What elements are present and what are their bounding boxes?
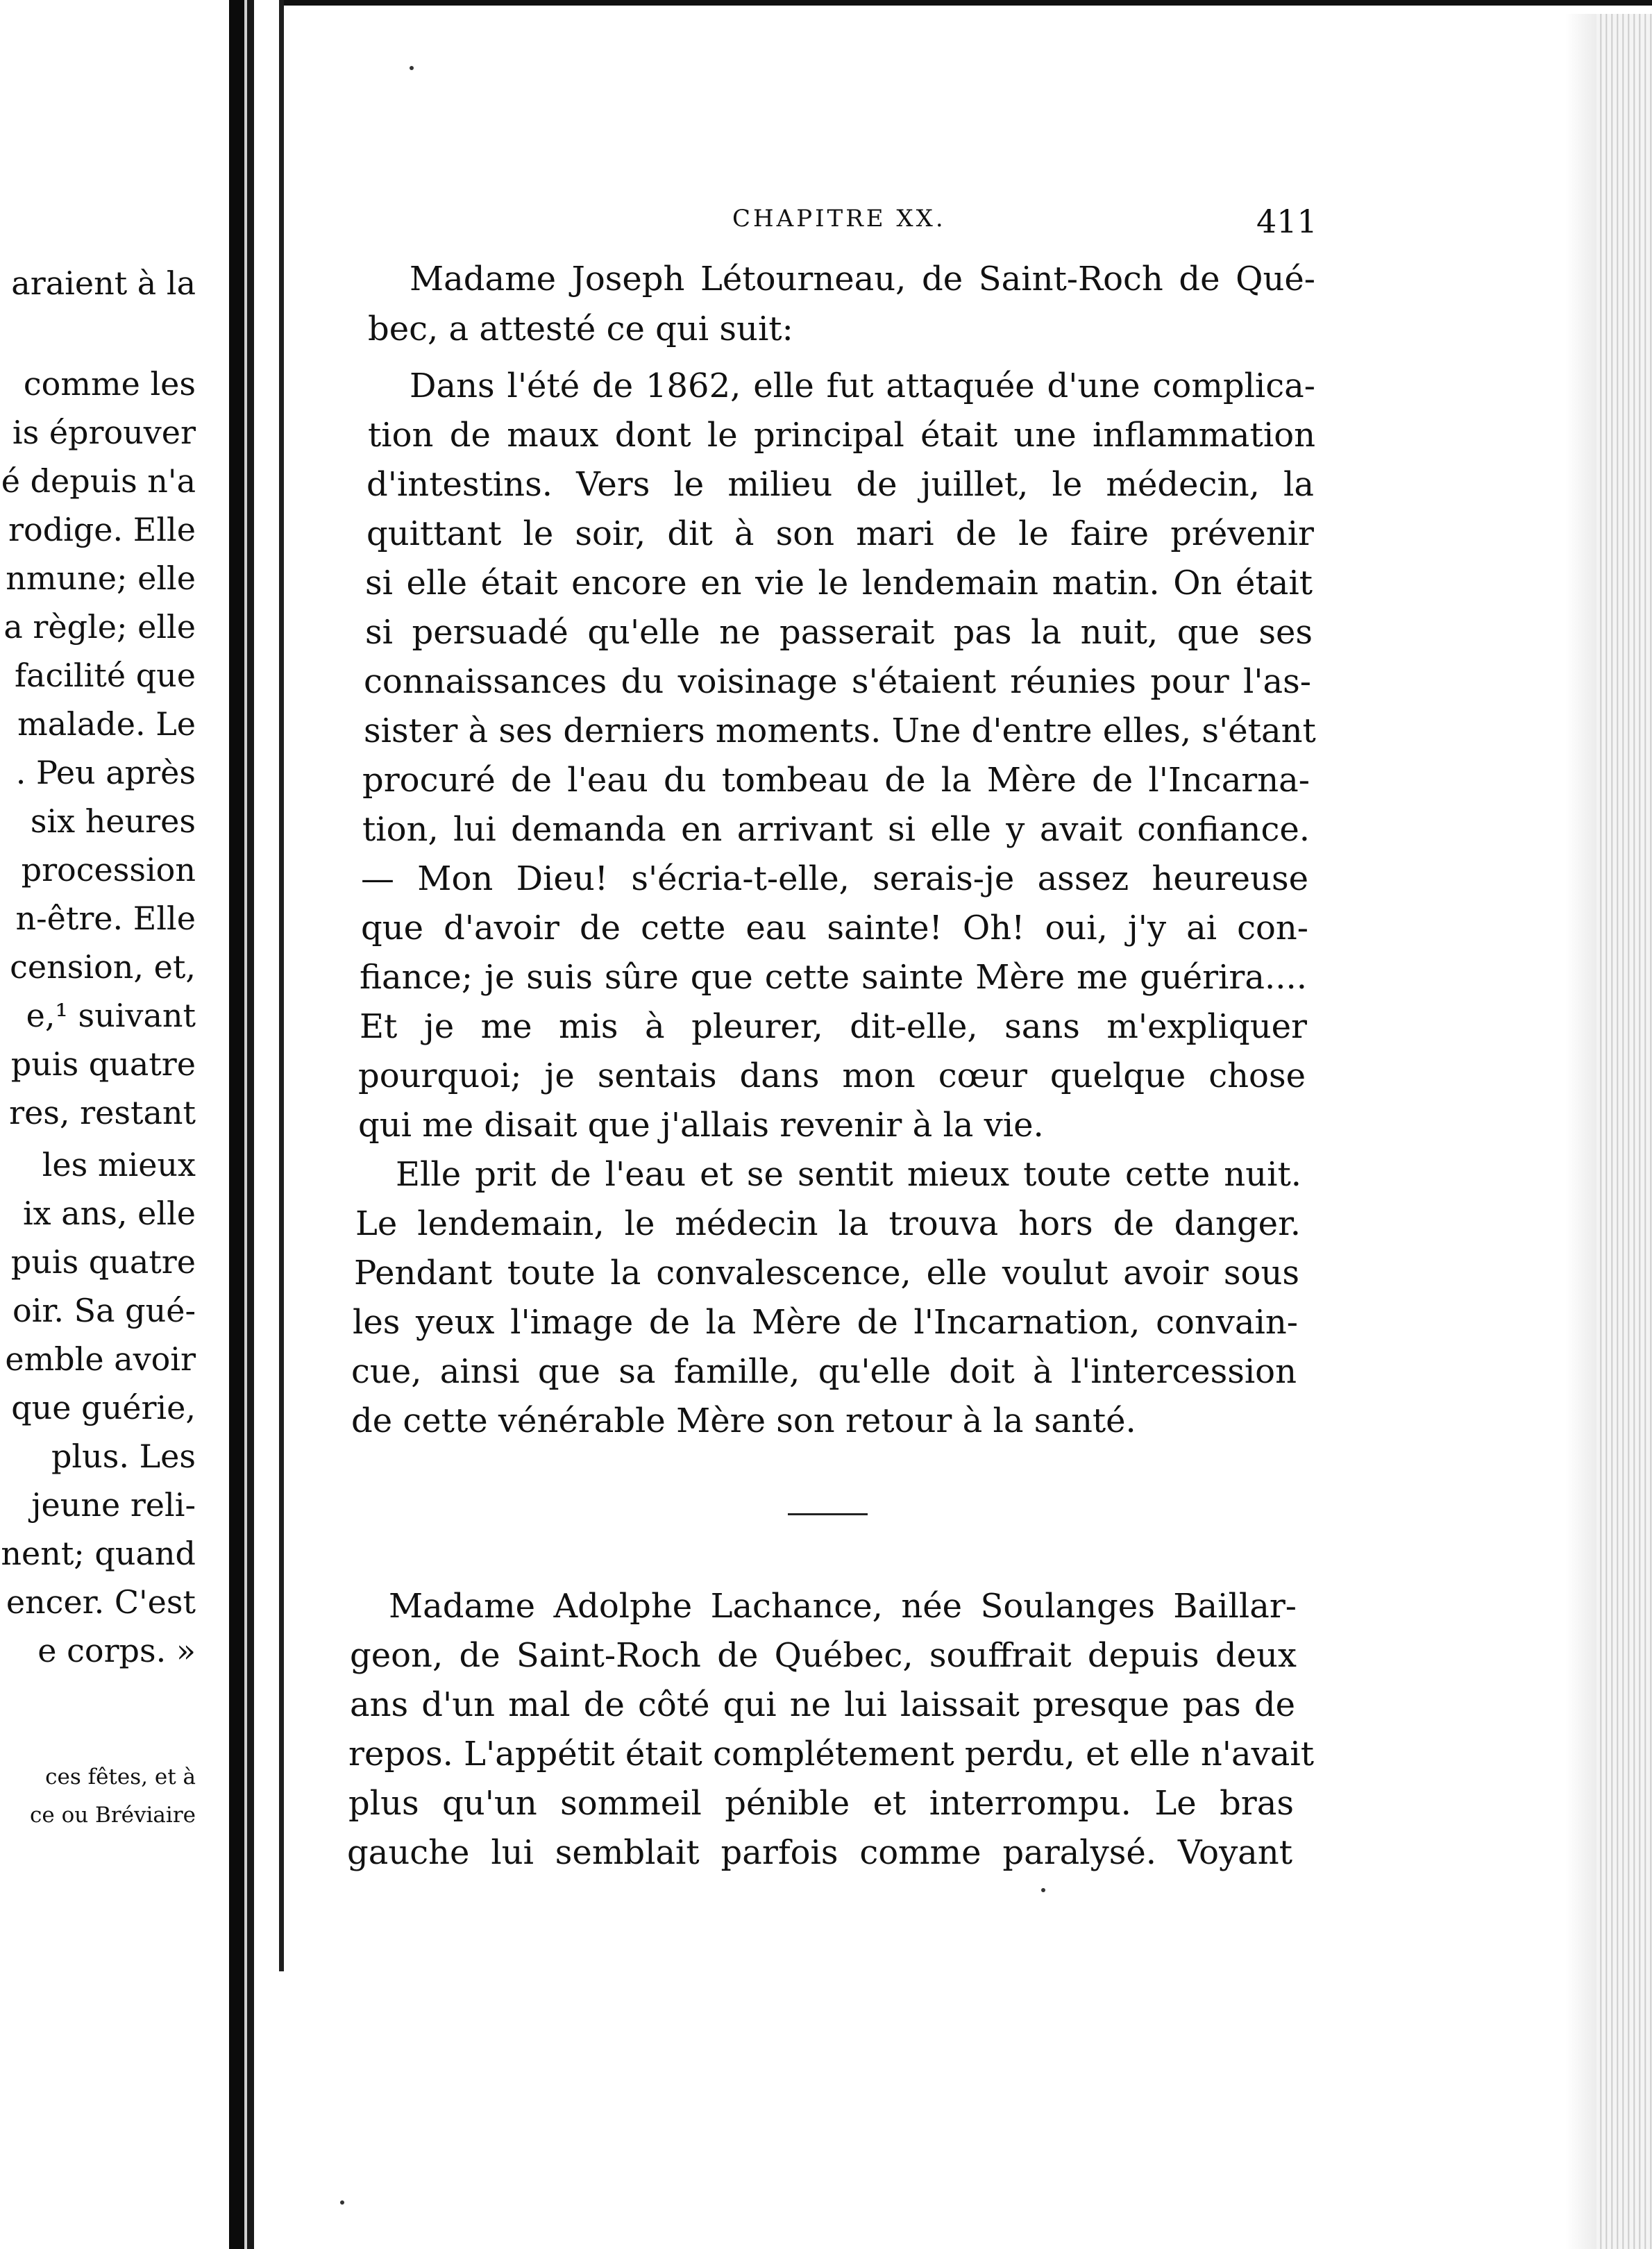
text-line: sister à ses derniers moments. Une d'entre elles, s'étant	[364, 711, 1316, 750]
left-page-line: . Peu après	[15, 754, 196, 791]
page-left-edge	[279, 0, 284, 1971]
previous-page-fragment	[0, 0, 229, 2249]
scan-top-edge	[281, 0, 1652, 6]
text-line: plus qu'un sommeil pénible et interrompu. Le bras	[348, 1784, 1294, 1823]
text-line: connaissances du voisinage s'étaient réunies pour l'as-	[364, 662, 1311, 701]
left-page-line: que guérie,	[11, 1389, 196, 1426]
text-line: bec, a attesté ce qui suit:	[368, 310, 793, 348]
left-page-line: e,¹ suivant	[26, 997, 196, 1034]
text-line: Madame Joseph Létourneau, de Saint-Roch de Qué-	[410, 260, 1315, 298]
section-divider	[788, 1513, 868, 1515]
left-page-line: puis quatre	[10, 1045, 196, 1083]
text-line: si persuadé qu'elle ne passerait pas la nuit, que ses	[365, 613, 1313, 652]
text-line: fiance; je suis sûre que cette sainte Mère me guérira....	[360, 958, 1307, 997]
text-line: geon, de Saint-Roch de Québec, souffrait depuis deux	[350, 1636, 1297, 1675]
text-line: Et je me mis à pleurer, dit-elle, sans m'expliquer	[360, 1007, 1307, 1046]
scan-speck	[340, 2200, 344, 2205]
text-line: Le lendemain, le médecin la trouva hors de danger.	[355, 1204, 1301, 1243]
left-page-line: ix ans, elle	[22, 1195, 196, 1232]
left-page-footnote: ces fêtes, et à	[45, 1764, 196, 1789]
text-line: si elle était encore en vie le lendemain matin. On était	[365, 564, 1313, 603]
text-line: tion de maux dont le principal était une inflammation	[368, 416, 1315, 455]
left-page-line: a règle; elle	[3, 608, 196, 646]
left-page-line: n-être. Elle	[15, 900, 196, 937]
left-page-line: é depuis n'a	[1, 462, 196, 500]
left-page-footnote: ce ou Bréviaire	[30, 1803, 196, 1828]
left-page-line: procession	[21, 851, 196, 888]
text-line: tion, lui demanda en arrivant si elle y avait confiance.	[362, 810, 1310, 849]
text-line: de cette vénérable Mère son retour à la santé.	[351, 1401, 1136, 1440]
page-stack-edge	[1596, 14, 1652, 2249]
text-line: Dans l'été de 1862, elle fut attaquée d'une complica-	[410, 367, 1315, 405]
left-page-line: rodige. Elle	[8, 511, 196, 548]
left-page-line: facilité que	[15, 657, 196, 694]
left-page-line: les mieux	[42, 1146, 196, 1184]
left-page-line: six heures	[30, 802, 196, 840]
left-page-line: encer. C'est	[6, 1583, 196, 1621]
left-page-line: comme les	[23, 365, 196, 403]
left-page-line: is éprouver	[12, 414, 196, 451]
left-page-line: jeune reli-	[31, 1486, 196, 1524]
left-page-line: plus. Les	[51, 1438, 196, 1475]
left-page-line: oir. Sa gué-	[12, 1292, 196, 1329]
text-line: repos. L'appétit était complétement perdu, et elle n'avait	[348, 1735, 1314, 1774]
scan-speck	[410, 66, 414, 70]
text-line: Elle prit de l'eau et se sentit mieux toute cette nuit.	[396, 1155, 1301, 1194]
text-line: — Mon Dieu! s'écria-t-elle, serais-je assez heureuse	[361, 859, 1308, 898]
running-head: CHAPITRE XX.	[732, 205, 946, 233]
text-line: gauche lui semblait parfois comme paralysé. Voyant	[347, 1833, 1292, 1872]
text-line: Madame Adolphe Lachance, née Soulanges Baillar-	[389, 1587, 1297, 1626]
left-page-line: res, restant	[9, 1094, 196, 1131]
book-gutter-inner	[247, 0, 254, 2249]
text-line: procuré de l'eau du tombeau de la Mère de l'Incarna-	[362, 761, 1310, 800]
text-line: Pendant toute la convalescence, elle voulut avoir sous	[354, 1254, 1299, 1292]
left-page-line: nmune; elle	[6, 559, 196, 597]
left-page-line: cension, et,	[10, 948, 196, 986]
left-page-line: araient à la	[11, 264, 196, 302]
left-page-line: nent; quand	[1, 1535, 196, 1572]
page-number: 411	[1256, 203, 1317, 240]
text-line: d'intestins. Vers le milieu de juillet, le médecin, la	[366, 465, 1314, 504]
left-page-line: malade. Le	[17, 705, 196, 743]
text-line: pourquoi; je sentais dans mon cœur quelque chose	[358, 1056, 1306, 1095]
text-line: les yeux l'image de la Mère de l'Incarnation, convain-	[353, 1303, 1298, 1342]
left-page-line: puis quatre	[10, 1243, 196, 1281]
text-line: qui me disait que j'allais revenir à la vie.	[358, 1106, 1044, 1145]
text-line: que d'avoir de cette eau sainte! Oh! oui, j'y ai con-	[361, 909, 1308, 947]
left-page-line: emble avoir	[5, 1340, 196, 1378]
text-line: cue, ainsi que sa famille, qu'elle doit à l'intercession	[351, 1352, 1297, 1391]
text-line: ans d'un mal de côté qui ne lui laissait presque pas de	[350, 1685, 1295, 1724]
text-line: quittant le soir, dit à son mari de le faire prévenir	[366, 514, 1314, 553]
page-edge-shadow	[1565, 14, 1596, 2249]
left-page-line: e corps. »	[37, 1632, 196, 1669]
book-gutter	[229, 0, 244, 2249]
scan-speck	[1041, 1888, 1045, 1892]
